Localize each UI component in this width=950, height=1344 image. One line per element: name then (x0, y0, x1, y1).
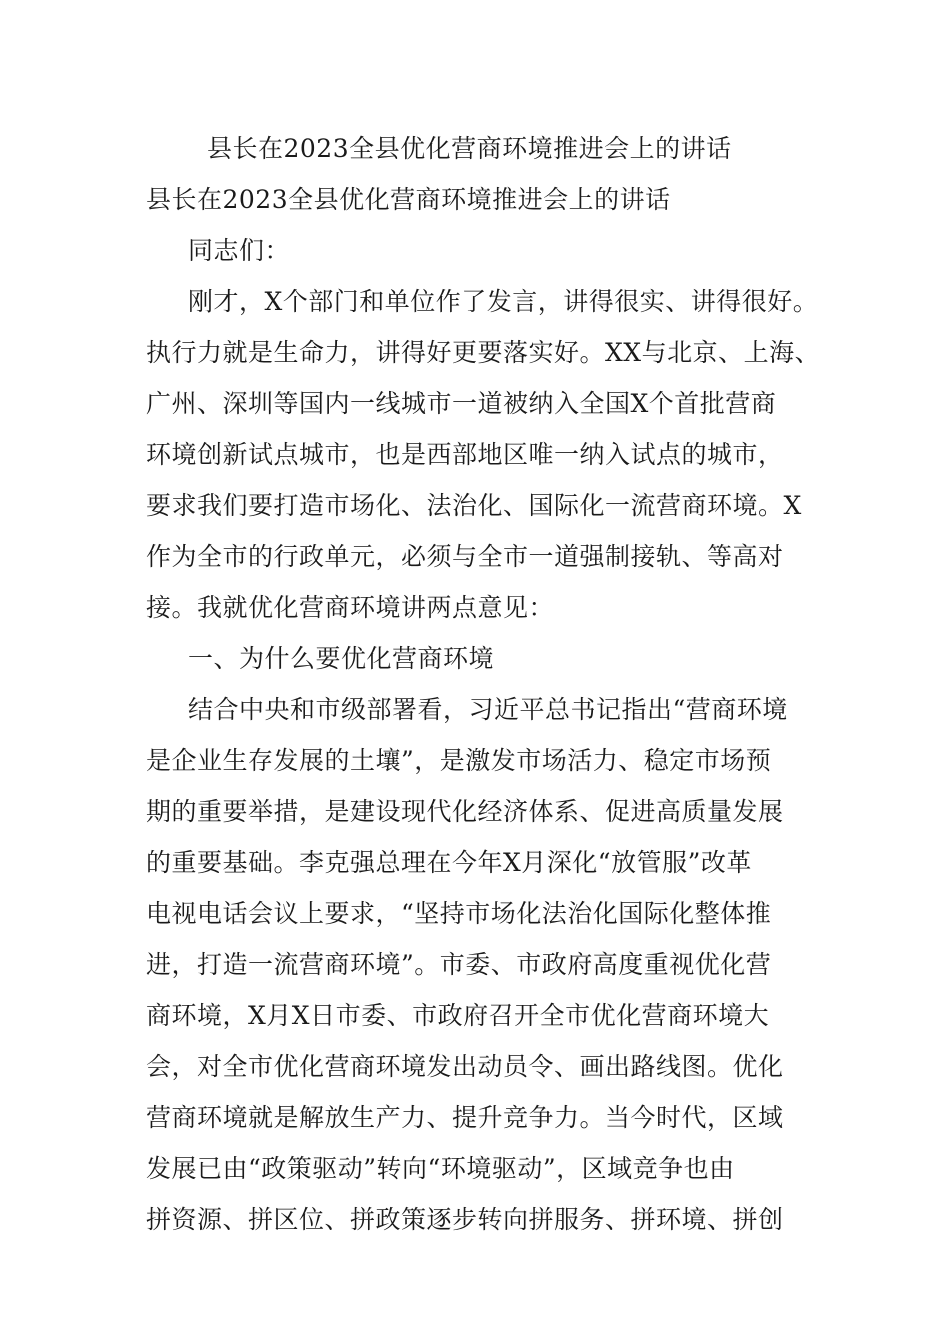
section-heading: 一、为什么要优化营商环境 (188, 644, 495, 673)
paragraph-line: 的重要基础。李克强总理在今年X月深化“放管服”改革 (146, 848, 752, 877)
paragraph-line: 作为全市的行政单元，必须与全市一道强制接轨、等高对 (146, 542, 784, 571)
salutation: 同志们： (188, 236, 291, 265)
paragraph-line: 进，打造一流营商环境”。市委、市政府高度重视优化营 (146, 950, 772, 979)
paragraph-line: 广州、深圳等国内一线城市一道被纳入全国X个首批营商 (146, 389, 777, 418)
paragraph-line: 环境创新试点城市，也是西部地区唯一纳入试点的城市， (146, 440, 784, 469)
paragraph-line: 营商环境就是解放生产力、提升竞争力。当今时代，区域 (146, 1103, 784, 1132)
paragraph-line: 执行力就是生命力，讲得好更要落实好。XX与北京、上海、 (146, 338, 821, 367)
paragraph-line: 期的重要举措，是建设现代化经济体系、促进高质量发展 (146, 797, 784, 826)
paragraph-line: 拼资源、拼区位、拼政策逐步转向拼服务、拼环境、拼创 (146, 1205, 784, 1234)
document-title: 县长在2023全县优化营商环境推进会上的讲话 (207, 134, 732, 163)
paragraph-line: 刚才，X个部门和单位作了发言，讲得很实、讲得很好。 (188, 287, 819, 316)
paragraph-line: 发展已由“政策驱动”转向“环境驱动”，区域竞争也由 (146, 1154, 735, 1183)
paragraph-line: 电视电话会议上要求，“坚持市场化法治化国际化整体推 (146, 899, 772, 928)
paragraph-line: 是企业生存发展的土壤”，是激发市场活力、稳定市场预 (146, 746, 772, 775)
paragraph-line: 会，对全市优化营商环境发出动员令、画出路线图。优化 (146, 1052, 784, 1081)
paragraph-line: 商环境，X月X日市委、市政府召开全市优化营商环境大 (146, 1001, 770, 1030)
document-subtitle: 县长在2023全县优化营商环境推进会上的讲话 (146, 185, 671, 214)
paragraph-line: 要求我们要打造市场化、法治化、国际化一流营商环境。X (146, 491, 802, 520)
paragraph-line: 接。我就优化营商环境讲两点意见： (146, 593, 555, 622)
paragraph-line: 结合中央和市级部署看，习近平总书记指出“营商环境 (188, 695, 788, 724)
